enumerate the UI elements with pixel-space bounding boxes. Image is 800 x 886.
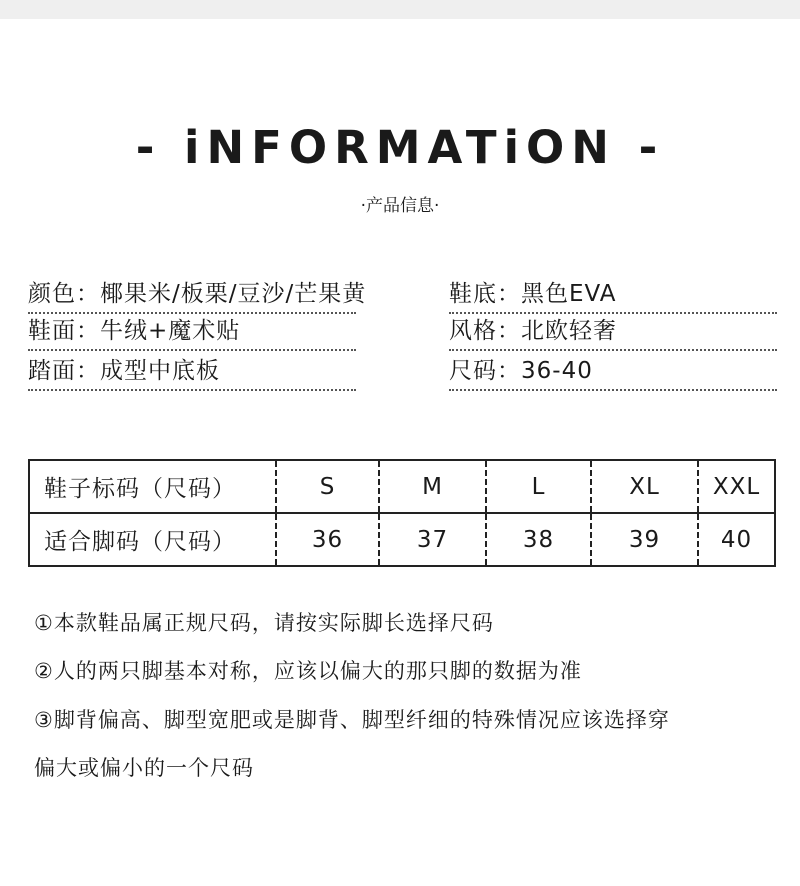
info-style-value: 北欧轻奢 (521, 318, 617, 344)
size-cell: 38 (486, 513, 591, 566)
info-style-label: 风格： (449, 318, 521, 344)
info-upper-label: 鞋面： (28, 318, 100, 344)
info-color-label: 颜色： (28, 281, 100, 307)
page-title: - iNFORMATiON - (135, 121, 665, 174)
info-sole (449, 276, 777, 314)
info-color (28, 276, 367, 314)
note-3b: 偏大或偏小的一个尺码 (34, 756, 254, 780)
info-sole-label: 鞋底： (449, 281, 521, 307)
info-size-label: 尺码： (449, 358, 521, 384)
note-3a: ③脚背偏高、脚型宽肥或是脚背、脚型纤细的特殊情况应该选择穿 (34, 708, 670, 732)
note-2: ②人的两只脚基本对称，应该以偏大的那只脚的数据为准 (34, 659, 582, 683)
info-upper (28, 313, 356, 351)
size-table-row-standard (29, 460, 775, 513)
size-cell: 37 (379, 513, 486, 566)
size-table (28, 459, 776, 567)
info-insole-value: 成型中底板 (100, 358, 220, 384)
size-table-header-standard: 鞋子标码（尺码） (29, 460, 276, 513)
note-1: ①本款鞋品属正规尺码，请按实际脚长选择尺码 (34, 611, 494, 635)
size-cell: XL (591, 460, 698, 513)
top-bar (0, 0, 800, 19)
info-size-value: 36-40 (521, 358, 593, 384)
size-cell: 36 (276, 513, 379, 566)
info-sole-value: 黑色EVA (521, 281, 617, 307)
size-cell: L (486, 460, 591, 513)
page-subtitle: ·产品信息· (360, 196, 440, 216)
size-table-row-foot (29, 513, 775, 566)
info-color-value: 椰果米/板栗/豆沙/芒果黄 (100, 281, 367, 307)
info-insole-label: 踏面： (28, 358, 100, 384)
size-cell: 40 (720, 526, 753, 553)
size-cell: XXL (698, 460, 775, 513)
size-table-header-foot: 适合脚码（尺码） (29, 513, 276, 566)
size-cell: M (379, 460, 486, 513)
info-style (449, 313, 777, 351)
size-cell: 39 (591, 513, 698, 566)
info-size (449, 353, 777, 391)
size-cell: S (276, 460, 379, 513)
info-upper-value: 牛绒+魔术贴 (100, 318, 241, 344)
info-insole (28, 353, 356, 391)
